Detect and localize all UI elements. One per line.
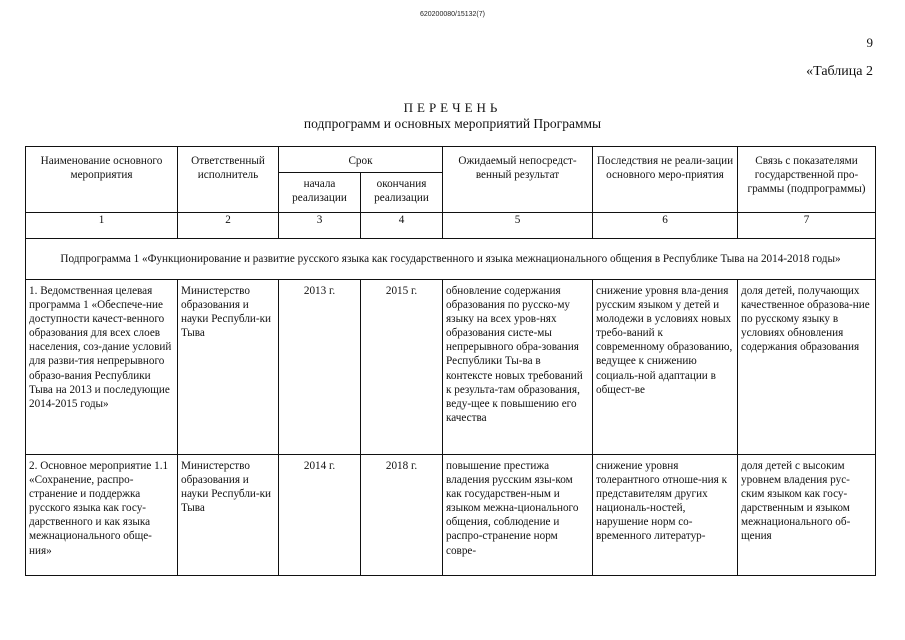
activity-end: 2018 г. — [361, 455, 443, 576]
activity-name: 2. Основное мероприятие 1.1 «Сохранение, распро-странение и поддержка русского языка как госу-дарственного и как языка межнационального обще-ния» — [26, 455, 178, 576]
column-number: 7 — [738, 213, 876, 239]
document-id: 620200080/15132(7) — [419, 11, 485, 18]
column-number: 4 — [361, 213, 443, 239]
header-consequences: Последствия не реали-зации основного меро-приятия — [593, 147, 738, 213]
document-subtitle: подпрограмм и основных мероприятий Программы — [303, 116, 602, 131]
column-number: 5 — [443, 213, 593, 239]
header-executor: Ответственный исполнитель — [178, 147, 279, 213]
column-number: 6 — [593, 213, 738, 239]
activity-consequences: снижение уровня толерантного отноше-ния к представителям других националь-ностей, нарушение норм со-временного литератур- — [593, 455, 738, 576]
table-row — [26, 280, 876, 455]
activity-executor: Министерство образования и науки Республи-ки Тыва — [178, 455, 279, 576]
activity-consequences: снижение уровня вла-дения русским языком у детей и молодежи в условиях новых требо-ваний к современному образованию, ведущее к снижению социаль-ной адаптации в общест-ве — [593, 280, 738, 455]
header-term-end: окончания реализации — [361, 173, 443, 213]
activity-start: 2013 г. — [279, 280, 361, 455]
table-row — [26, 455, 876, 576]
column-number-row — [26, 213, 876, 239]
document-title: ПЕРЕЧЕНЬ — [403, 100, 502, 115]
column-number: 1 — [26, 213, 178, 239]
activity-executor: Министерство образования и науки Республи-ки Тыва — [178, 280, 279, 455]
activity-indicator-link: доля детей, получающих качественное образова-ние по русскому языку в условиях обновления содержания образования — [738, 280, 876, 455]
activity-start: 2014 г. — [279, 455, 361, 576]
subprogram-row — [26, 239, 876, 280]
table-label: «Таблица 2 — [806, 64, 873, 79]
activity-name: 1. Ведомственная целевая программа 1 «Обеспече-ние доступности качест-венного образования для всех слоев населения, соз-дание условий для разви-тия непрерывного образо-вания Республики Тыва на 2013 и последующие 2014-2015 годы» — [26, 280, 178, 455]
header-row — [26, 147, 876, 173]
programs-table — [25, 146, 876, 576]
subprogram-title: Подпрограмма 1 «Функционирование и развитие русского языка как государственного и языка межнационального общения в Республике Тыва на 2014-2018 годы» — [26, 239, 876, 280]
column-number: 3 — [279, 213, 361, 239]
header-term: Срок — [279, 147, 443, 173]
header-expected-result: Ожидаемый непосредст-венный результат — [443, 147, 593, 213]
activity-expected-result: обновление содержания образования по русско-му языку на всех уров-нях образования систе-мы непрерывного обра-зования Республики Ты-ва в контексте новых требований к результа-там образования, веду-щее к повышению его качества — [443, 280, 593, 455]
header-indicator-link: Связь с показателями государственной про-граммы (подпрограммы) — [738, 147, 876, 213]
activity-indicator-link: доля детей с высоким уровнем владения рус-ским языком как госу-дарственным и языком межнационального об-щения — [738, 455, 876, 576]
header-name: Наименование основного мероприятия — [26, 147, 178, 213]
page-number: 9 — [866, 35, 873, 50]
header-term-start: начала реализации — [279, 173, 361, 213]
activity-expected-result: повышение престижа владения русским язы-ком как государствен-ным и языком межна-ционального общения, соблюдение и распро-странение норм совре- — [443, 455, 593, 576]
activity-end: 2015 г. — [361, 280, 443, 455]
column-number: 2 — [178, 213, 279, 239]
